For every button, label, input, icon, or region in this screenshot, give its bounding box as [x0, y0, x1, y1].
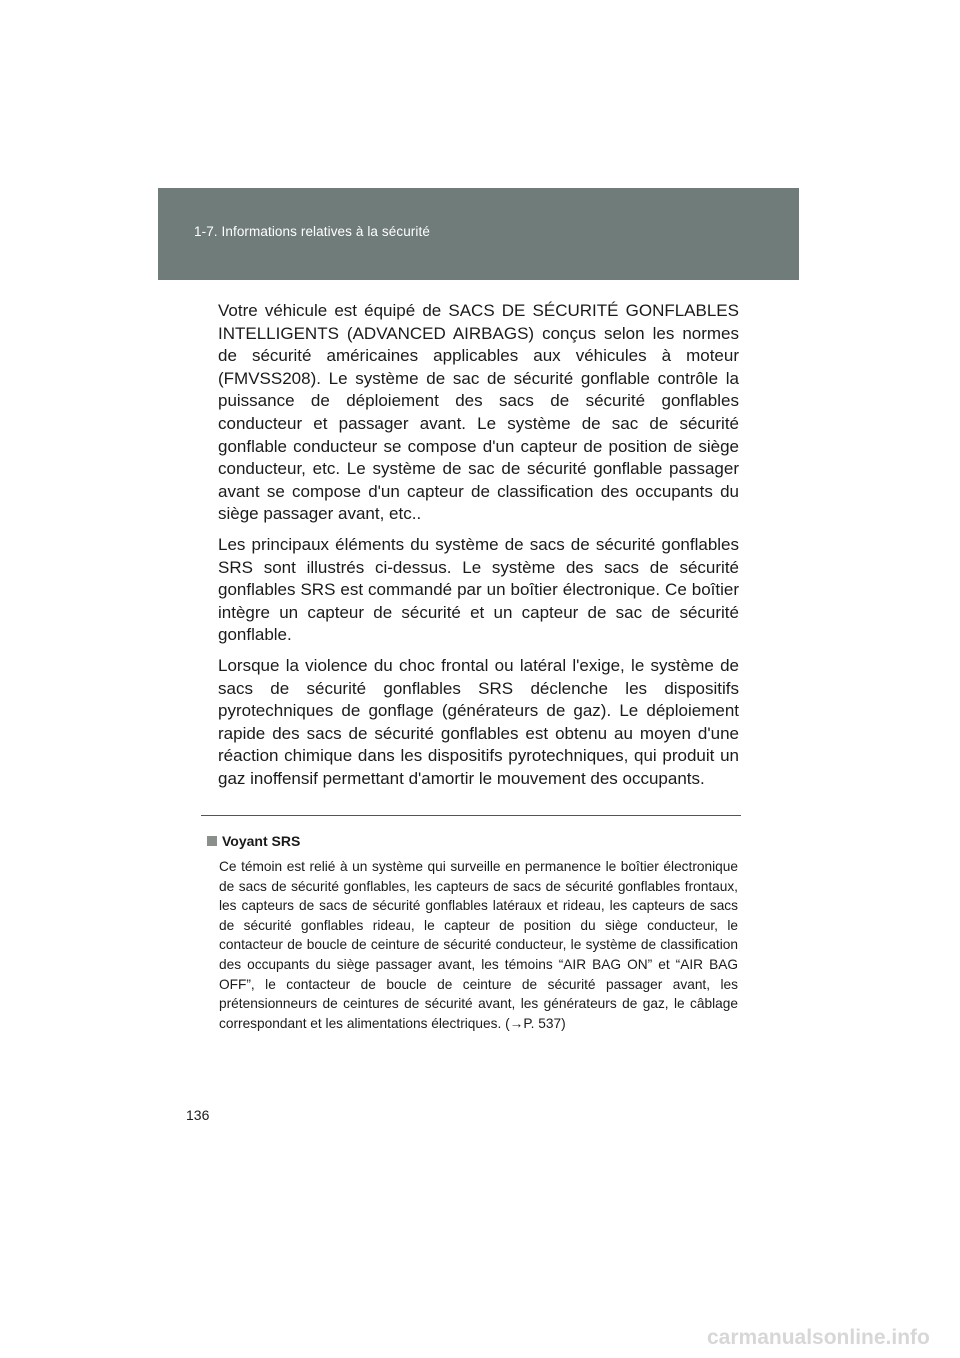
watermark: carmanualsonline.info [707, 1326, 930, 1349]
paragraph: Lorsque la violence du choc frontal ou latéral l'exige, le système de sacs de sécurité gonflables SRS déclenche les dispositifs pyrotechniques de gonflage (générateurs de gaz). Le déploiement rapide des sacs de sécurité gonflables est obtenu au moyen d'une réaction chimique dans les dispositifs pyrotechniques, qui produit un gaz inoffensif permettant d'amortir le mouvement des occupants. [218, 655, 739, 788]
page-number: 136 [186, 1107, 210, 1123]
main-text [218, 300, 739, 798]
note-heading [207, 833, 300, 849]
paragraph: Votre véhicule est équipé de SACS DE SÉCURITÉ GONFLABLES INTELLIGENTS (ADVANCED AIRBAGS) conçus selon les normes de sécurité américaines applicables aux véhicules à moteur (FMVSS208). Le système de sac de sécurité gonflable contrôle la puissance de déploiement des sacs de sécurité gonflables conducteur et passager avant. Le système de sac de sécurité gonflable conducteur se compose d'un capteur de position de siège conducteur, etc. Le système de sac de sécurité gonflable passager avant se compose d'un capteur de classification des occupants du siège passager avant, etc.. [218, 301, 739, 524]
divider [201, 815, 741, 816]
paragraph: Les principaux éléments du système de sacs de sécurité gonflables SRS sont illustrés ci-dessus. Le système des sacs de sécurité gonflables SRS est commandé par un boîtier électronique. Ce boîtier intègre un capteur de sécurité et un capteur de sac de sécurité gonflable. [218, 534, 739, 645]
note-body: Ce témoin est relié à un système qui surveille en permanence le boîtier électronique de sacs de sécurité gonflables, les capteurs de sacs de sécurité gonflables frontaux, les capteurs de sacs de sécurité gonflables latéraux et rideau, les capteurs de sacs de sécurité gonflables rideau, le capteur de position du siège conducteur, le contacteur de boucle de ceinture de sécurité conducteur, le système de classification des occupants du siège passager avant, les témoins “AIR BAG ON” et “AIR BAG OFF”, le contacteur de boucle de ceinture de sécurité passager avant, les prétensionneurs de ceintures de sécurité avant, les générateurs de gaz, le câblage correspondant et les alimentations électriques. (→P. 537) [219, 859, 738, 1031]
note-heading-text: Voyant SRS [222, 833, 301, 849]
section-title: 1-7. Informations relatives à la sécurité [194, 224, 430, 239]
square-bullet-icon [207, 836, 217, 846]
section-header-band [158, 188, 799, 280]
